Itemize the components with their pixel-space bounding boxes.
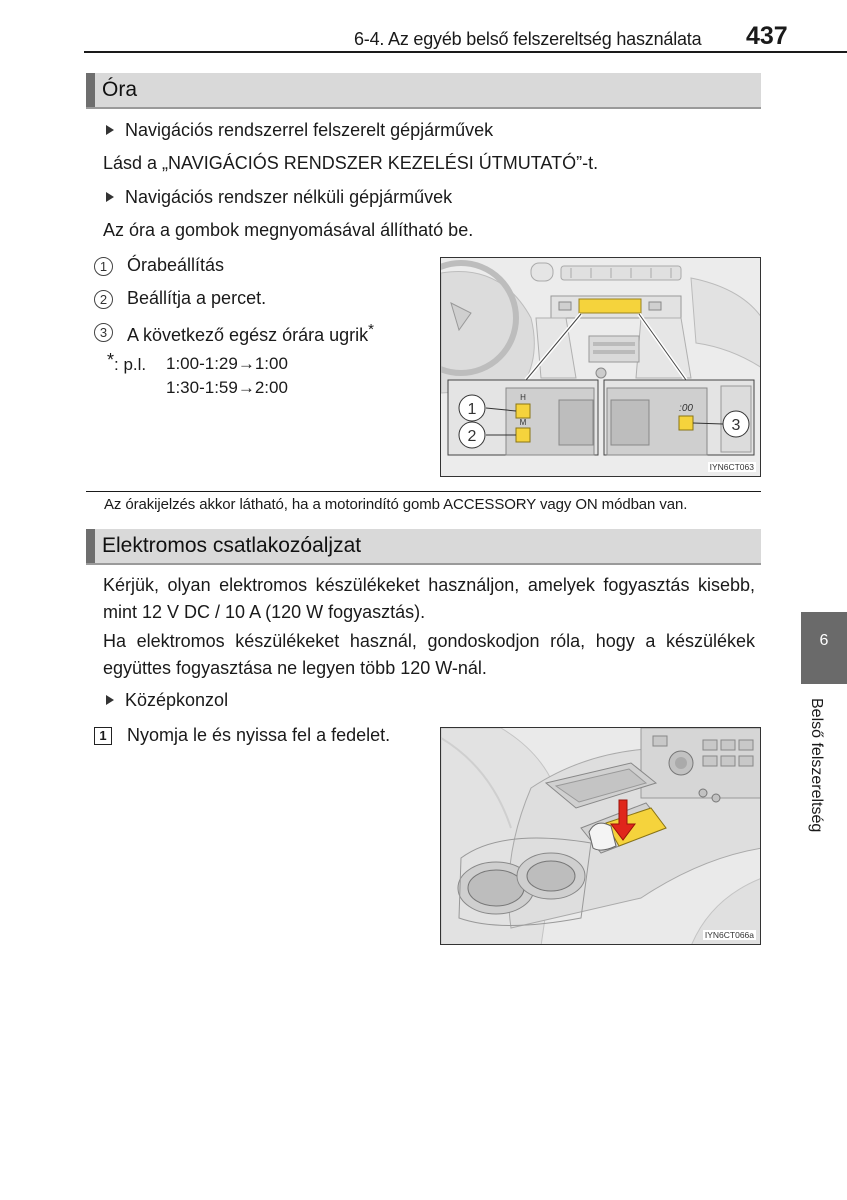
item-2-text: Beállítja a percet. (127, 288, 267, 308)
figure-code: IYN6CT063 (709, 462, 754, 472)
with-nav-text: Lásd a „NAVIGÁCIÓS RENDSZER KEZELÉSI ÚTMUTATÓ”-t. (103, 153, 599, 173)
chapter-tab-number: 6 (819, 632, 829, 649)
socket-para-1-line-1: Kérjük, olyan elektromos készülékeket használjon, amelyek fogyasztás kisebb, (103, 575, 755, 595)
footnote (107, 350, 147, 375)
item-1-text: Órabeállítás (127, 255, 225, 275)
footnote-line-1: 1:00-1:29→1:00 (166, 354, 288, 373)
circle-number-1: 1 (94, 257, 113, 276)
clock-note: Az órakijelzés akkor látható, ha a motorindító gomb ACCESSORY vagy ON módban van. (104, 496, 688, 513)
socket-para-2-line-2: együttes fogyasztása ne legyen több 120 W-nál. (103, 658, 487, 678)
without-nav-text: Az óra a gombok megnyomásával állítható be. (103, 220, 474, 240)
footnote-prefix: : p.l. (114, 355, 147, 374)
header-rule (84, 51, 847, 53)
note-rule (86, 491, 761, 492)
footnote-marker: * (107, 350, 115, 370)
button-h-label: H (520, 393, 526, 402)
circle-number-3: 3 (94, 323, 113, 342)
chapter-side-label: Belső felszereltség (808, 698, 825, 833)
without-nav-label: Navigációs rendszer nélküli gépjárművek (106, 187, 452, 208)
section-title: Elektromos csatlakozóaljzat (102, 534, 362, 557)
section-header-socket (86, 529, 761, 565)
socket-para-2-line-1: Ha elektromos készülékeket használ, gondoskodjon róla, hogy a készülékek (103, 631, 755, 651)
step-1-text: Nyomja le és nyissa fel a fedelet. (127, 725, 391, 745)
triangle-bullet-icon (106, 125, 114, 135)
console-illustration (441, 728, 761, 945)
section-accent (86, 529, 95, 563)
item-3-text: A következő egész órára ugrik* (127, 321, 374, 345)
figure-code: IYN6CT066a (704, 930, 754, 940)
section-title: Óra (102, 78, 138, 101)
callout-2: 2 (467, 428, 477, 445)
circle-number-2: 2 (94, 290, 113, 309)
callout-1: 1 (467, 401, 477, 418)
footnote-line-2: 1:30-1:59→2:00 (166, 378, 288, 397)
page-number: 437 (746, 22, 788, 50)
dashboard-illustration (441, 258, 761, 477)
button-m-label: M (519, 418, 527, 427)
section-accent (86, 73, 95, 107)
clock-display: :00 (679, 403, 693, 414)
with-nav-label: Navigációs rendszerrel felszerelt gépjárművek (106, 120, 493, 141)
callout-3: 3 (731, 417, 741, 434)
section-header-clock (86, 73, 761, 109)
socket-para-1-line-2: mint 12 V DC / 10 A (120 W fogyasztás). (103, 602, 426, 622)
chapter-title: 6-4. Az egyéb belső felszereltség használata (354, 29, 702, 49)
asterisk-marker: * (368, 321, 374, 338)
triangle-bullet-icon (106, 695, 114, 705)
triangle-bullet-icon (106, 192, 114, 202)
console-label: Középkonzol (106, 690, 228, 711)
clock-figure (440, 257, 761, 477)
step-number-1: 1 (94, 727, 112, 745)
chapter-tab[interactable] (801, 612, 847, 684)
console-figure (440, 727, 761, 945)
